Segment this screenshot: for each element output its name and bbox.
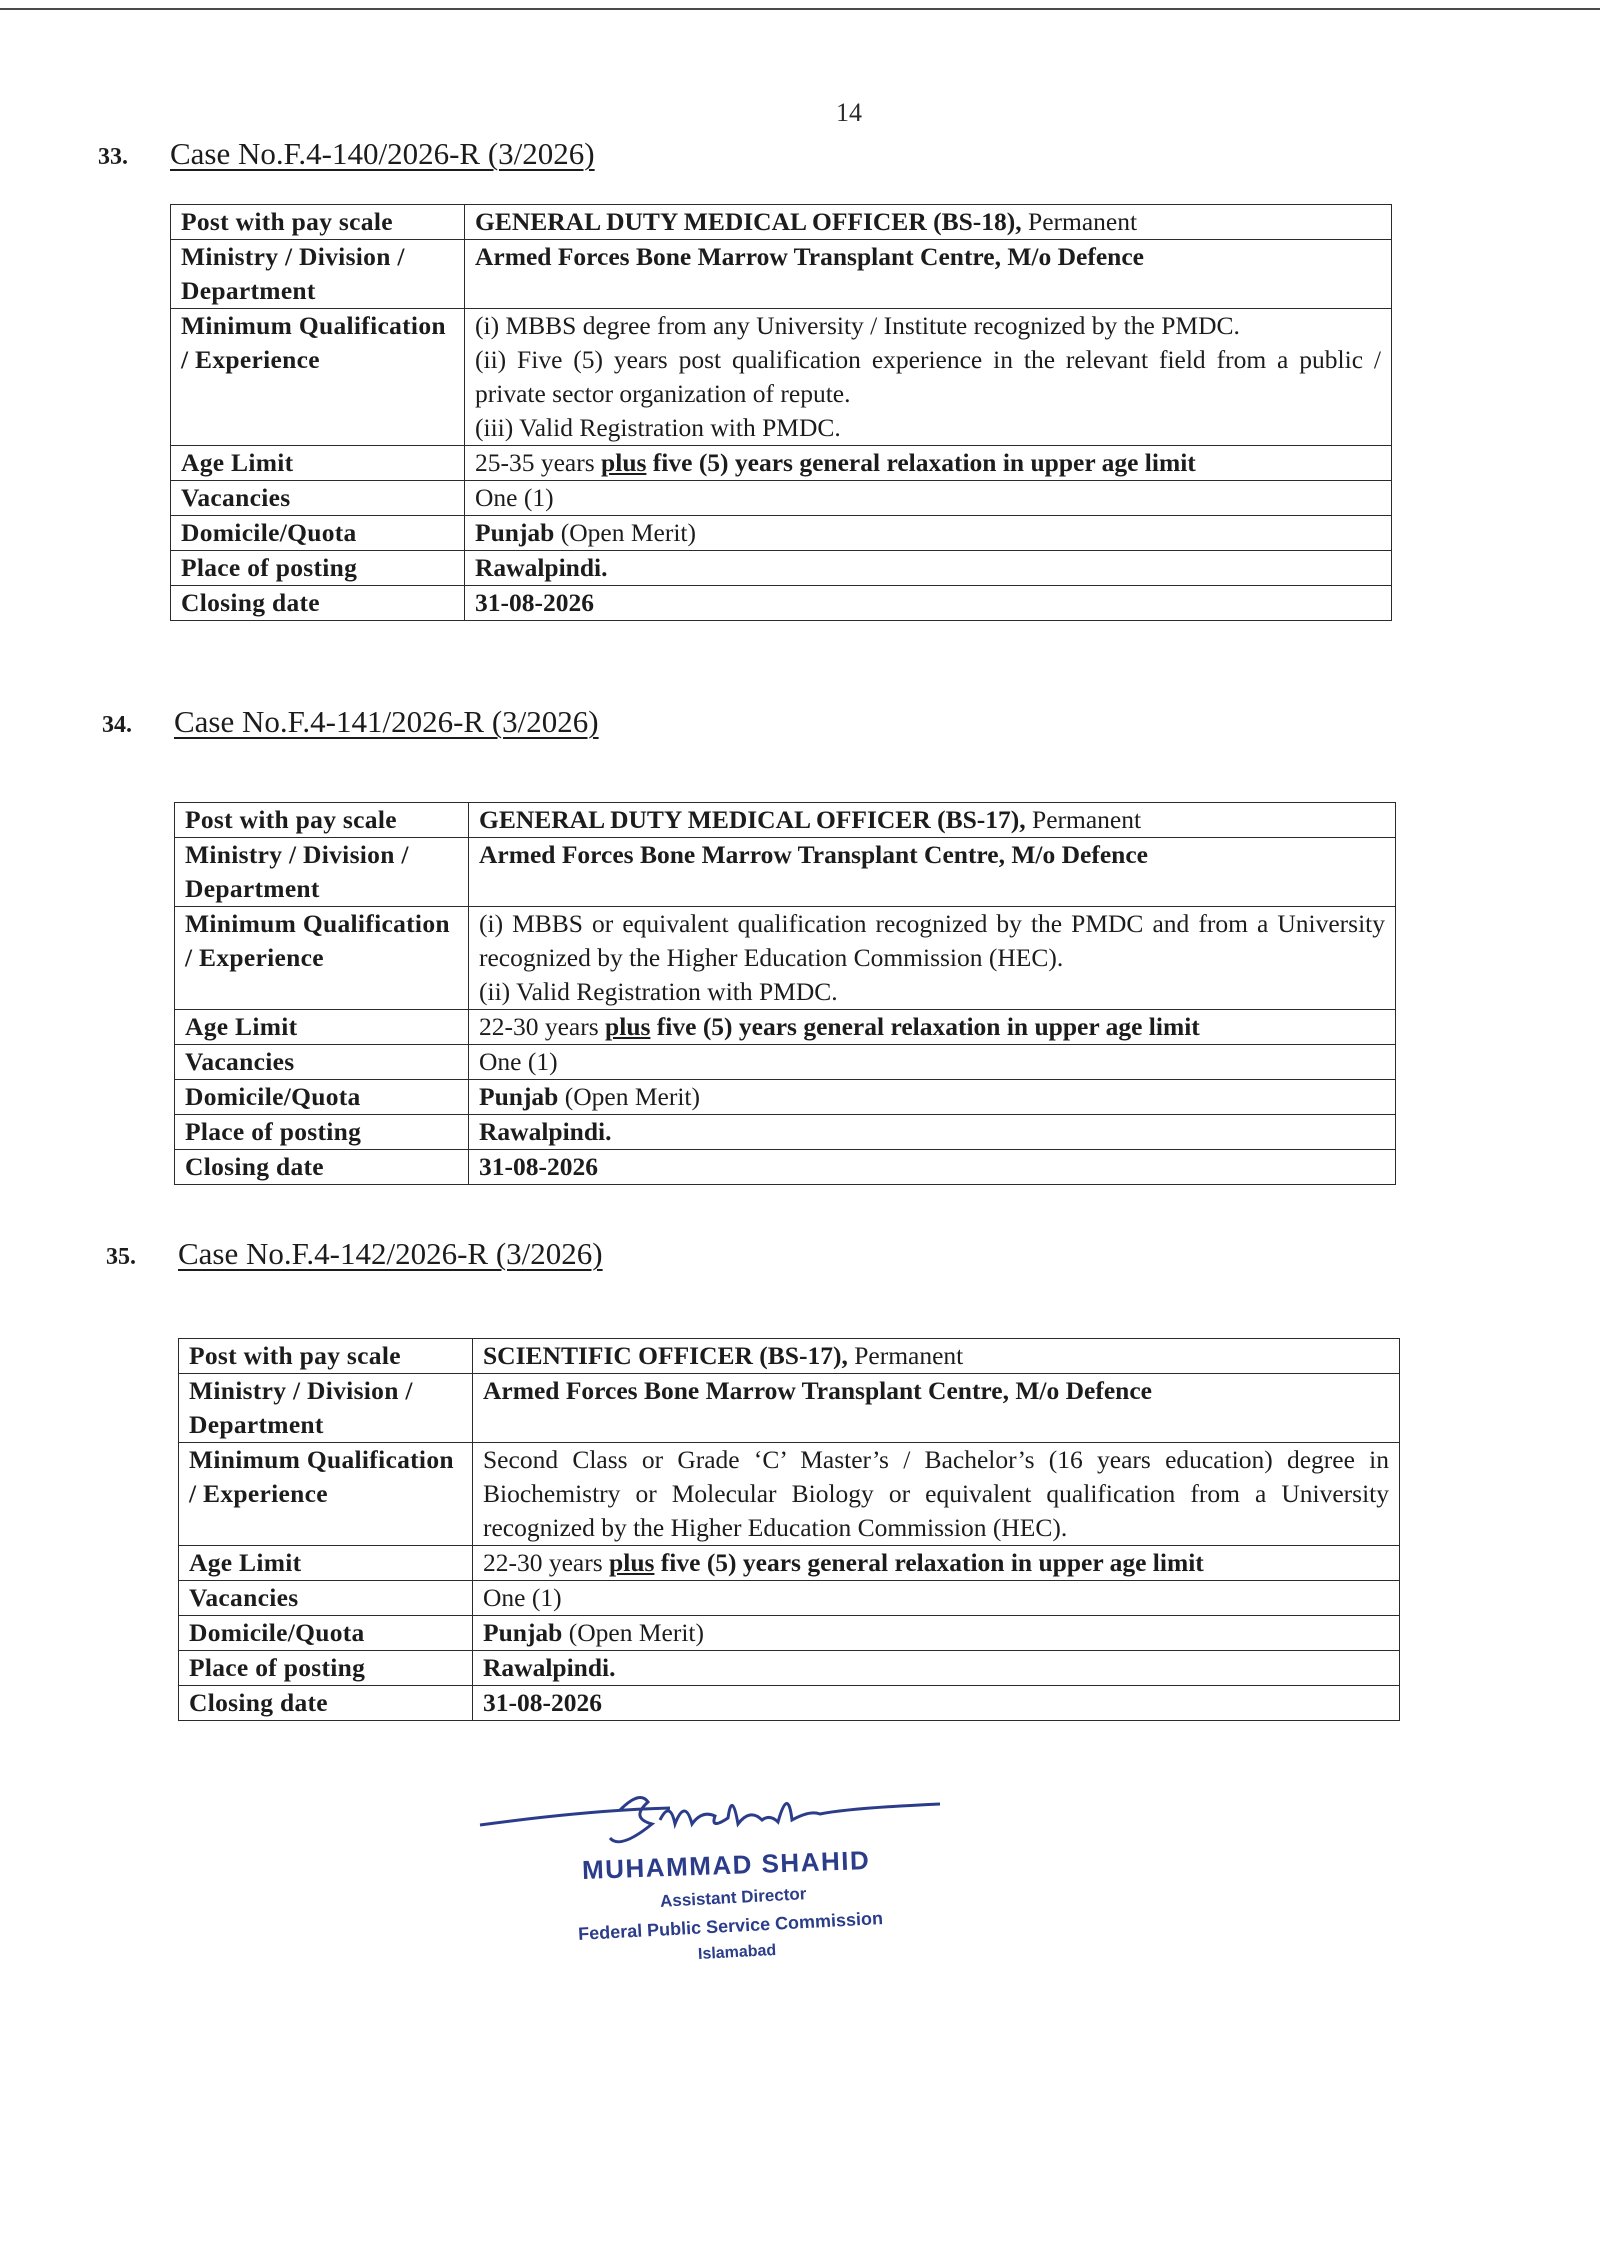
label-ministry: Ministry / Division / Department bbox=[175, 838, 469, 907]
value-qualification bbox=[465, 309, 1392, 446]
post-status: Permanent bbox=[854, 1341, 964, 1370]
label-domicile: Domicile/Quota bbox=[175, 1080, 469, 1115]
value-ministry: Armed Forces Bone Marrow Transplant Centre, M/o Defence bbox=[473, 1374, 1400, 1443]
case-heading bbox=[106, 1236, 603, 1272]
label-posting: Place of posting bbox=[179, 1651, 473, 1686]
value-domicile bbox=[465, 516, 1392, 551]
case-number: 35. bbox=[106, 1244, 136, 1270]
qualification-line: Second Class or Grade ‘C’ Master’s / Bachelor’s (16 years education) degree in Biochemistry or Molecular Biology or equivalent qualification from a University recognized by the Higher Education Commission (HEC). bbox=[483, 1445, 1389, 1542]
label-qualification: Minimum Qualification / Experience bbox=[175, 907, 469, 1010]
row-post bbox=[171, 205, 1392, 240]
row-vacancies bbox=[179, 1581, 1400, 1616]
case-number: 33. bbox=[98, 144, 128, 170]
label-vacancies: Vacancies bbox=[175, 1045, 469, 1080]
domicile-province: Punjab bbox=[475, 518, 555, 547]
row-age-limit bbox=[175, 1010, 1396, 1045]
label-ministry: Ministry / Division / Department bbox=[171, 240, 465, 309]
signatory-city: Islamabad bbox=[697, 1941, 777, 1964]
value-qualification bbox=[473, 1443, 1400, 1546]
label-closing-date: Closing date bbox=[179, 1686, 473, 1721]
signature-stamp bbox=[470, 1780, 950, 1980]
post-status: Permanent bbox=[1032, 805, 1142, 834]
row-posting bbox=[179, 1651, 1400, 1686]
case-table bbox=[174, 802, 1396, 1185]
row-domicile bbox=[175, 1080, 1396, 1115]
post-title: GENERAL DUTY MEDICAL OFFICER (BS-18), bbox=[475, 207, 1022, 236]
value-vacancies: One (1) bbox=[469, 1045, 1396, 1080]
value-domicile bbox=[469, 1080, 1396, 1115]
qualification-line: (i) MBBS or equivalent qualification recognized by the PMDC and from a University recognized by the Higher Education Commission (HEC). bbox=[479, 909, 1385, 972]
page-number: 14 bbox=[836, 98, 862, 127]
value-closing-date: 31-08-2026 bbox=[465, 586, 1392, 621]
row-ministry bbox=[175, 838, 1396, 907]
row-posting bbox=[171, 551, 1392, 586]
label-closing-date: Closing date bbox=[171, 586, 465, 621]
label-age-limit: Age Limit bbox=[175, 1010, 469, 1045]
age-relaxation: five (5) years general relaxation in upper age limit bbox=[660, 1548, 1204, 1577]
row-posting bbox=[175, 1115, 1396, 1150]
age-range: 22-30 years bbox=[483, 1548, 603, 1577]
post-status: Permanent bbox=[1028, 207, 1138, 236]
case-table bbox=[178, 1338, 1400, 1721]
domicile-quota: (Open Merit) bbox=[568, 1618, 704, 1647]
label-post: Post with pay scale bbox=[171, 205, 465, 240]
value-post bbox=[469, 803, 1396, 838]
label-post: Post with pay scale bbox=[175, 803, 469, 838]
post-title: GENERAL DUTY MEDICAL OFFICER (BS-17), bbox=[479, 805, 1026, 834]
case-number: 34. bbox=[102, 712, 132, 738]
age-relaxation: five (5) years general relaxation in upper age limit bbox=[656, 1012, 1200, 1041]
label-qualification: Minimum Qualification / Experience bbox=[171, 309, 465, 446]
case-title: Case No.F.4-142/2026-R (3/2026) bbox=[178, 1236, 603, 1271]
case-title: Case No.F.4-141/2026-R (3/2026) bbox=[174, 704, 599, 739]
value-age-limit bbox=[465, 446, 1392, 481]
qualification-line: (i) MBBS degree from any University / Institute recognized by the PMDC. bbox=[475, 311, 1240, 340]
age-relaxation: five (5) years general relaxation in upper age limit bbox=[652, 448, 1196, 477]
signatory-designation: Assistant Director bbox=[659, 1884, 807, 1911]
row-domicile bbox=[179, 1616, 1400, 1651]
value-qualification bbox=[469, 907, 1396, 1010]
row-qualification bbox=[179, 1443, 1400, 1546]
signatory-organization: Federal Public Service Commission bbox=[577, 1908, 884, 1944]
label-vacancies: Vacancies bbox=[179, 1581, 473, 1616]
qualification-line: (ii) Five (5) years post qualification experience in the relevant field from a public / private sector organization of repute. bbox=[475, 345, 1381, 408]
label-domicile: Domicile/Quota bbox=[171, 516, 465, 551]
value-ministry: Armed Forces Bone Marrow Transplant Centre, M/o Defence bbox=[469, 838, 1396, 907]
value-posting: Rawalpindi. bbox=[473, 1651, 1400, 1686]
value-posting: Rawalpindi. bbox=[469, 1115, 1396, 1150]
value-closing-date: 31-08-2026 bbox=[473, 1686, 1400, 1721]
row-closing-date bbox=[175, 1150, 1396, 1185]
value-ministry: Armed Forces Bone Marrow Transplant Centre, M/o Defence bbox=[465, 240, 1392, 309]
domicile-quota: (Open Merit) bbox=[560, 518, 696, 547]
label-posting: Place of posting bbox=[175, 1115, 469, 1150]
domicile-province: Punjab bbox=[479, 1082, 559, 1111]
row-domicile bbox=[171, 516, 1392, 551]
row-post bbox=[179, 1339, 1400, 1374]
age-range: 22-30 years bbox=[479, 1012, 599, 1041]
row-closing-date bbox=[171, 586, 1392, 621]
value-vacancies: One (1) bbox=[473, 1581, 1400, 1616]
age-plus: plus bbox=[601, 448, 647, 477]
value-age-limit bbox=[473, 1546, 1400, 1581]
case-heading bbox=[102, 704, 599, 740]
age-plus: plus bbox=[609, 1548, 655, 1577]
label-vacancies: Vacancies bbox=[171, 481, 465, 516]
row-ministry bbox=[179, 1374, 1400, 1443]
row-vacancies bbox=[175, 1045, 1396, 1080]
row-age-limit bbox=[171, 446, 1392, 481]
row-age-limit bbox=[179, 1546, 1400, 1581]
row-qualification bbox=[175, 907, 1396, 1010]
label-age-limit: Age Limit bbox=[171, 446, 465, 481]
post-title: SCIENTIFIC OFFICER (BS-17), bbox=[483, 1341, 848, 1370]
label-domicile: Domicile/Quota bbox=[179, 1616, 473, 1651]
label-post: Post with pay scale bbox=[179, 1339, 473, 1374]
row-vacancies bbox=[171, 481, 1392, 516]
value-age-limit bbox=[469, 1010, 1396, 1045]
row-ministry bbox=[171, 240, 1392, 309]
qualification-line: (ii) Valid Registration with PMDC. bbox=[479, 977, 838, 1006]
domicile-quota: (Open Merit) bbox=[564, 1082, 700, 1111]
qualification-line: (iii) Valid Registration with PMDC. bbox=[475, 413, 841, 442]
value-posting: Rawalpindi. bbox=[465, 551, 1392, 586]
case-heading bbox=[98, 136, 595, 172]
case-title: Case No.F.4-140/2026-R (3/2026) bbox=[170, 136, 595, 171]
label-ministry: Ministry / Division / Department bbox=[179, 1374, 473, 1443]
signatory-name: MUHAMMAD SHAHID bbox=[581, 1844, 871, 1886]
age-range: 25-35 years bbox=[475, 448, 595, 477]
domicile-province: Punjab bbox=[483, 1618, 563, 1647]
value-closing-date: 31-08-2026 bbox=[469, 1150, 1396, 1185]
row-post bbox=[175, 803, 1396, 838]
value-domicile bbox=[473, 1616, 1400, 1651]
label-qualification: Minimum Qualification / Experience bbox=[179, 1443, 473, 1546]
value-post bbox=[465, 205, 1392, 240]
case-table bbox=[170, 204, 1392, 621]
value-post bbox=[473, 1339, 1400, 1374]
label-posting: Place of posting bbox=[171, 551, 465, 586]
label-age-limit: Age Limit bbox=[179, 1546, 473, 1581]
label-closing-date: Closing date bbox=[175, 1150, 469, 1185]
row-qualification bbox=[171, 309, 1392, 446]
age-plus: plus bbox=[605, 1012, 651, 1041]
page-top-border bbox=[0, 8, 1600, 10]
value-vacancies: One (1) bbox=[465, 481, 1392, 516]
row-closing-date bbox=[179, 1686, 1400, 1721]
